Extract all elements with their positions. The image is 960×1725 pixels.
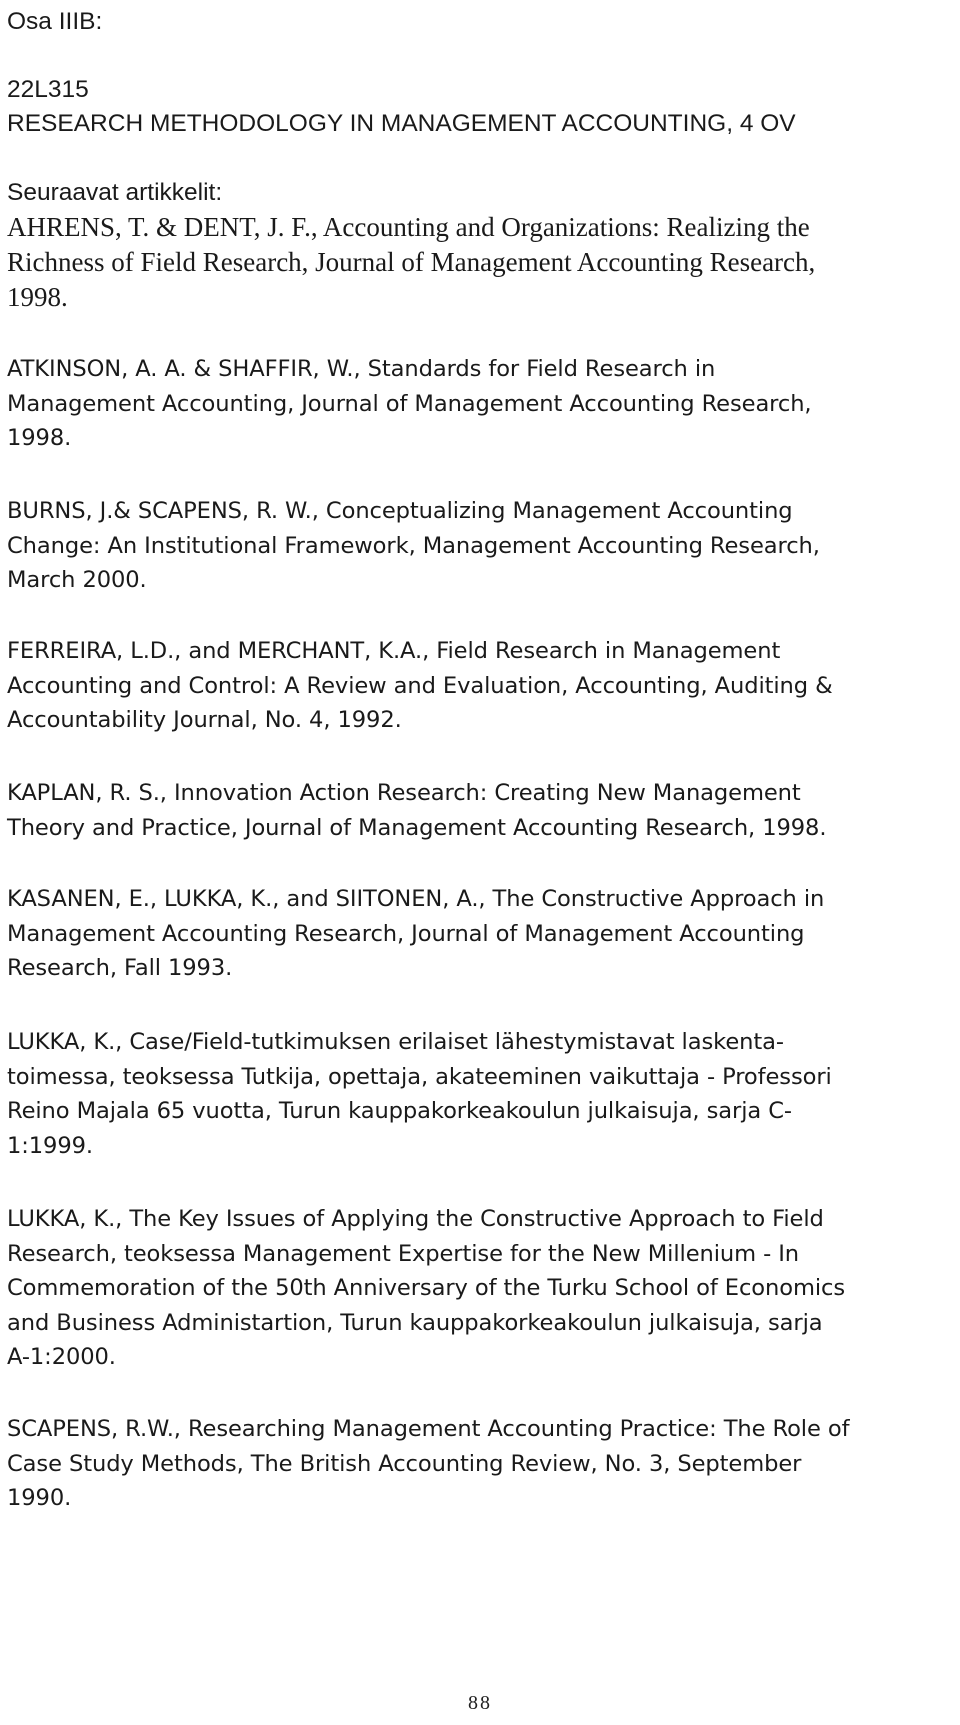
reference-entry — [7, 352, 812, 456]
reference-line: Reino Majala 65 vuotta, Turun kauppakorkeakoulun julkaisuja, sarja C- — [7, 1098, 792, 1124]
section-heading: Osa IIIB: — [7, 8, 103, 35]
reference-line: SCAPENS, R.W., Researching Management Accounting Practice: The Role of — [7, 1416, 850, 1442]
reference-line: Management Accounting Research, Journal of Management Accounting — [7, 920, 805, 947]
reference-line: Commemoration of the 50th Anniversary of the Turku School of Economics — [7, 1275, 846, 1301]
page-number: 88 — [468, 1692, 492, 1714]
reference-entry — [7, 1025, 832, 1163]
reference-line: 1:1999. — [7, 1132, 93, 1159]
course-title: RESEARCH METHODOLOGY IN MANAGEMENT ACCOUNTING, 4 OV — [7, 110, 796, 137]
reference-line: A-1:2000. — [7, 1344, 116, 1370]
reference-line: Research, teoksessa Management Expertise for the New Millenium - In — [7, 1240, 800, 1267]
reference-entry — [7, 494, 820, 598]
course-code: 22L315 — [7, 76, 89, 103]
reference-line: and Business Administartion, Turun kauppakorkeakoulun julkaisuja, sarja — [7, 1309, 823, 1336]
reference-line: Management Accounting, Journal of Management Accounting Research, — [7, 390, 812, 417]
reference-line: FERREIRA, L.D., and MERCHANT, K.A., Field Research in Management — [7, 638, 781, 664]
reference-line: AHRENS, T. & DENT, J. F., Accounting and Organizations: Realizing the — [7, 212, 810, 242]
reference-entry — [7, 1202, 845, 1375]
reference-line: toimessa, teoksessa Tutkija, opettaja, akateeminen vaikuttaja - Professori — [7, 1063, 832, 1090]
reference-entry — [7, 210, 815, 315]
reference-line: March 2000. — [7, 567, 147, 593]
articles-label: Seuraavat artikkelit: — [7, 179, 223, 206]
reference-line: 1998. — [7, 425, 72, 451]
reference-line: KASANEN, E., LUKKA, K., and SIITONEN, A., The Constructive Approach in — [7, 886, 825, 912]
reference-line: Richness of Field Research, Journal of Management Accounting Research, — [7, 247, 816, 277]
reference-line: Change: An Institutional Framework, Management Accounting Research, — [7, 532, 820, 559]
reference-line: Research, Fall 1993. — [7, 955, 233, 981]
reference-line: KAPLAN, R. S., Innovation Action Research: Creating New Management — [7, 780, 801, 806]
reference-line: Case Study Methods, The British Accounting Review, No. 3, September — [7, 1450, 802, 1477]
reference-entry — [7, 882, 824, 986]
reference-line: LUKKA, K., The Key Issues of Applying the Constructive Approach to Field — [7, 1206, 824, 1232]
reference-line: BURNS, J.& SCAPENS, R. W., Conceptualizing Management Accounting — [7, 498, 793, 524]
reference-entry — [7, 1412, 849, 1516]
reference-line: Accounting and Control: A Review and Evaluation, Accounting, Auditing & — [7, 672, 833, 699]
reference-line: ATKINSON, A. A. & SHAFFIR, W., Standards for Field Research in — [7, 356, 716, 382]
reference-entry — [7, 776, 826, 845]
reference-line: Accountability Journal, No. 4, 1992. — [7, 707, 402, 733]
reference-line: Theory and Practice, Journal of Management Accounting Research, 1998. — [7, 814, 827, 841]
reference-line: LUKKA, K., Case/Field-tutkimuksen erilaiset lähestymistavat laskenta- — [7, 1029, 784, 1055]
reference-entry — [7, 634, 833, 738]
reference-line: 1998. — [7, 282, 68, 312]
reference-line: 1990. — [7, 1485, 72, 1511]
